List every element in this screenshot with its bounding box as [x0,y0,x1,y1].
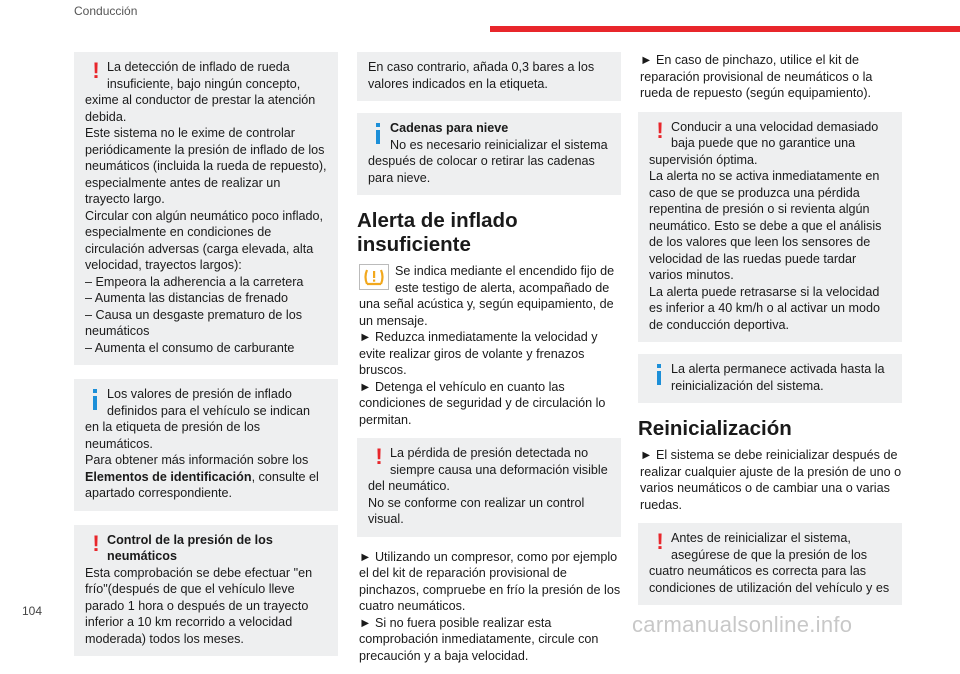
box-text: La detección de inflado de rueda insuficiente, bajo ningún concepto, exime al conductor de prestar la atención debida. [85,60,316,124]
box-text: La alerta puede retrasarse si la velocidad es inferior a 40 km/h o al activar un modo de conducción deportiva. [649,284,880,332]
section-header: Conducción [74,4,138,18]
box-title: Cadenas para nieve [390,121,509,135]
paragraph: ► Detenga el vehículo en cuanto las condiciones de seguridad y de circulación lo permitan. [359,379,606,427]
paragraph: ► Si no fuera posible realizar esta comprobación inmediatamente, circule con precaución y a baja velocidad. [359,615,599,663]
section-heading-underinflation-alert: Alerta de inflado insuficiente [357,209,518,256]
warning-exclamation-icon: ! [92,530,100,556]
alert-description [357,263,621,428]
warning-exclamation-icon: ! [656,529,664,554]
paragraph: ► Reduzca inmediatamente la velocidad y evite realizar giros de volante y frenazos bruscos. [359,330,598,377]
info-box-snow-chains [357,113,621,195]
column-1 [74,52,338,668]
box-text: Antes de reinicializar el sistema, asegúrese de que la presión de los cuatro neumáticos es correcta para las condiciones de utilización del vehículo y es [649,531,890,595]
box-text: En caso contrario, añada 0,3 bares a los valores indicados en la etiqueta. [368,60,595,91]
box-text: Esta comprobación se debe efectuar "en frío"(después de que el vehículo lleve parado 1 hora o después de un trayecto inferior a 10 km recorrido a velocidad moderada) todos los meses. [85,565,313,646]
paragraph: Se indica mediante el encendido fijo de este testigo de alerta, acompañado de una señal acústica y, según equipamiento, de un mensaje. [359,264,615,328]
compressor-instructions [357,549,621,665]
reinit-instructions [638,447,902,513]
warning-box-low-speed [638,112,902,343]
paragraph: ► El sistema se debe reinicializar después de realizar cualquier ajuste de la presión de uno o varios neumáticos o de cambiar una o varias ruedas. [640,448,902,512]
paragraph: ► En caso de pinchazo, utilice el kit de reparación provisional de neumáticos o la rueda de repuesto (según equipamiento). [640,53,873,100]
box-text: Conducir a una velocidad demasiado baja puede que no garantice una supervisión óptima. [649,119,879,167]
warning-box-pressure-check [74,525,338,657]
box-text: Este sistema no le exime de controlar periódicamente la presión de inflado de los neumáticos (incluida la rueda de repuesto), especialmente antes de realizar un trayecto largo. [85,126,327,206]
warning-box-before-reinit [638,523,902,605]
warning-box-pressure-loss [357,438,621,537]
box-title: Control de la presión de los neumáticos [107,532,273,563]
list-item: – Aumenta el consumo de carburante [85,340,295,355]
box-text: Los valores de presión de inflado definidos para el vehículo se indican en la etiqueta de presión de los neumáticos. [85,387,311,451]
info-box-alert-active [638,354,902,403]
text-span: Para obtener más información sobre los [85,453,309,467]
box-text [85,452,327,502]
section-heading-reinitialization: Reinicialización [638,417,792,440]
box-text: La alerta permanece activada hasta la reinicialización del sistema. [671,362,885,393]
note-box-add-pressure [357,52,621,101]
tire-pressure-warning-icon [359,264,389,290]
puncture-instructions [638,52,902,102]
box-text: No es necesario reinicializar el sistema después de colocar o retirar las cadenas para nieve. [368,137,608,185]
warning-exclamation-icon: ! [375,444,383,469]
list-item: – Empeora la adherencia a la carretera [85,274,304,289]
list-item: – Causa un desgaste prematuro de los neumáticos [85,307,303,338]
identification-link-text: Elementos de identificación [85,469,252,484]
warning-exclamation-icon: ! [92,58,100,83]
column-3 [638,52,902,617]
column-2 [357,52,621,674]
warning-exclamation-icon: ! [656,117,664,143]
info-icon [368,120,390,146]
box-text: No se conforme con realizar un control visual. [368,495,585,526]
info-icon [85,386,107,412]
box-text: La pérdida de presión detectada no siempre causa una deformación visible del neumático. [368,446,608,493]
info-icon [649,361,671,387]
watermark: carmanualsonline.info [632,612,853,637]
page-number: 104 [22,604,43,618]
warning-box-tire-detection [74,52,338,365]
box-text: Circular con algún neumático poco inflado, especialmente en condiciones de circulación adversas (carga elevada, alta velocidad, trayectos largos): [85,208,324,272]
list-item: – Aumenta las distancias de frenado [85,291,289,305]
paragraph: ► Utilizando un compresor, como por ejemplo el del kit de reparación provisional de pinchazos, compruebe en frío la presión de los cuatro neumáticos. [359,549,621,613]
header-red-bar [490,26,960,32]
box-text: La alerta no se activa inmediatamente en caso de que se produzca una pérdida repentina de presión o si revienta algún neumático. Esto se debe a que el análisis de los valores que leen los sensores de velocidad de las ruedas puede tardar varios minutos. [649,169,882,282]
info-box-pressure-values [74,379,338,511]
text-span: , consulte el apartado correspondiente. [85,469,319,500]
